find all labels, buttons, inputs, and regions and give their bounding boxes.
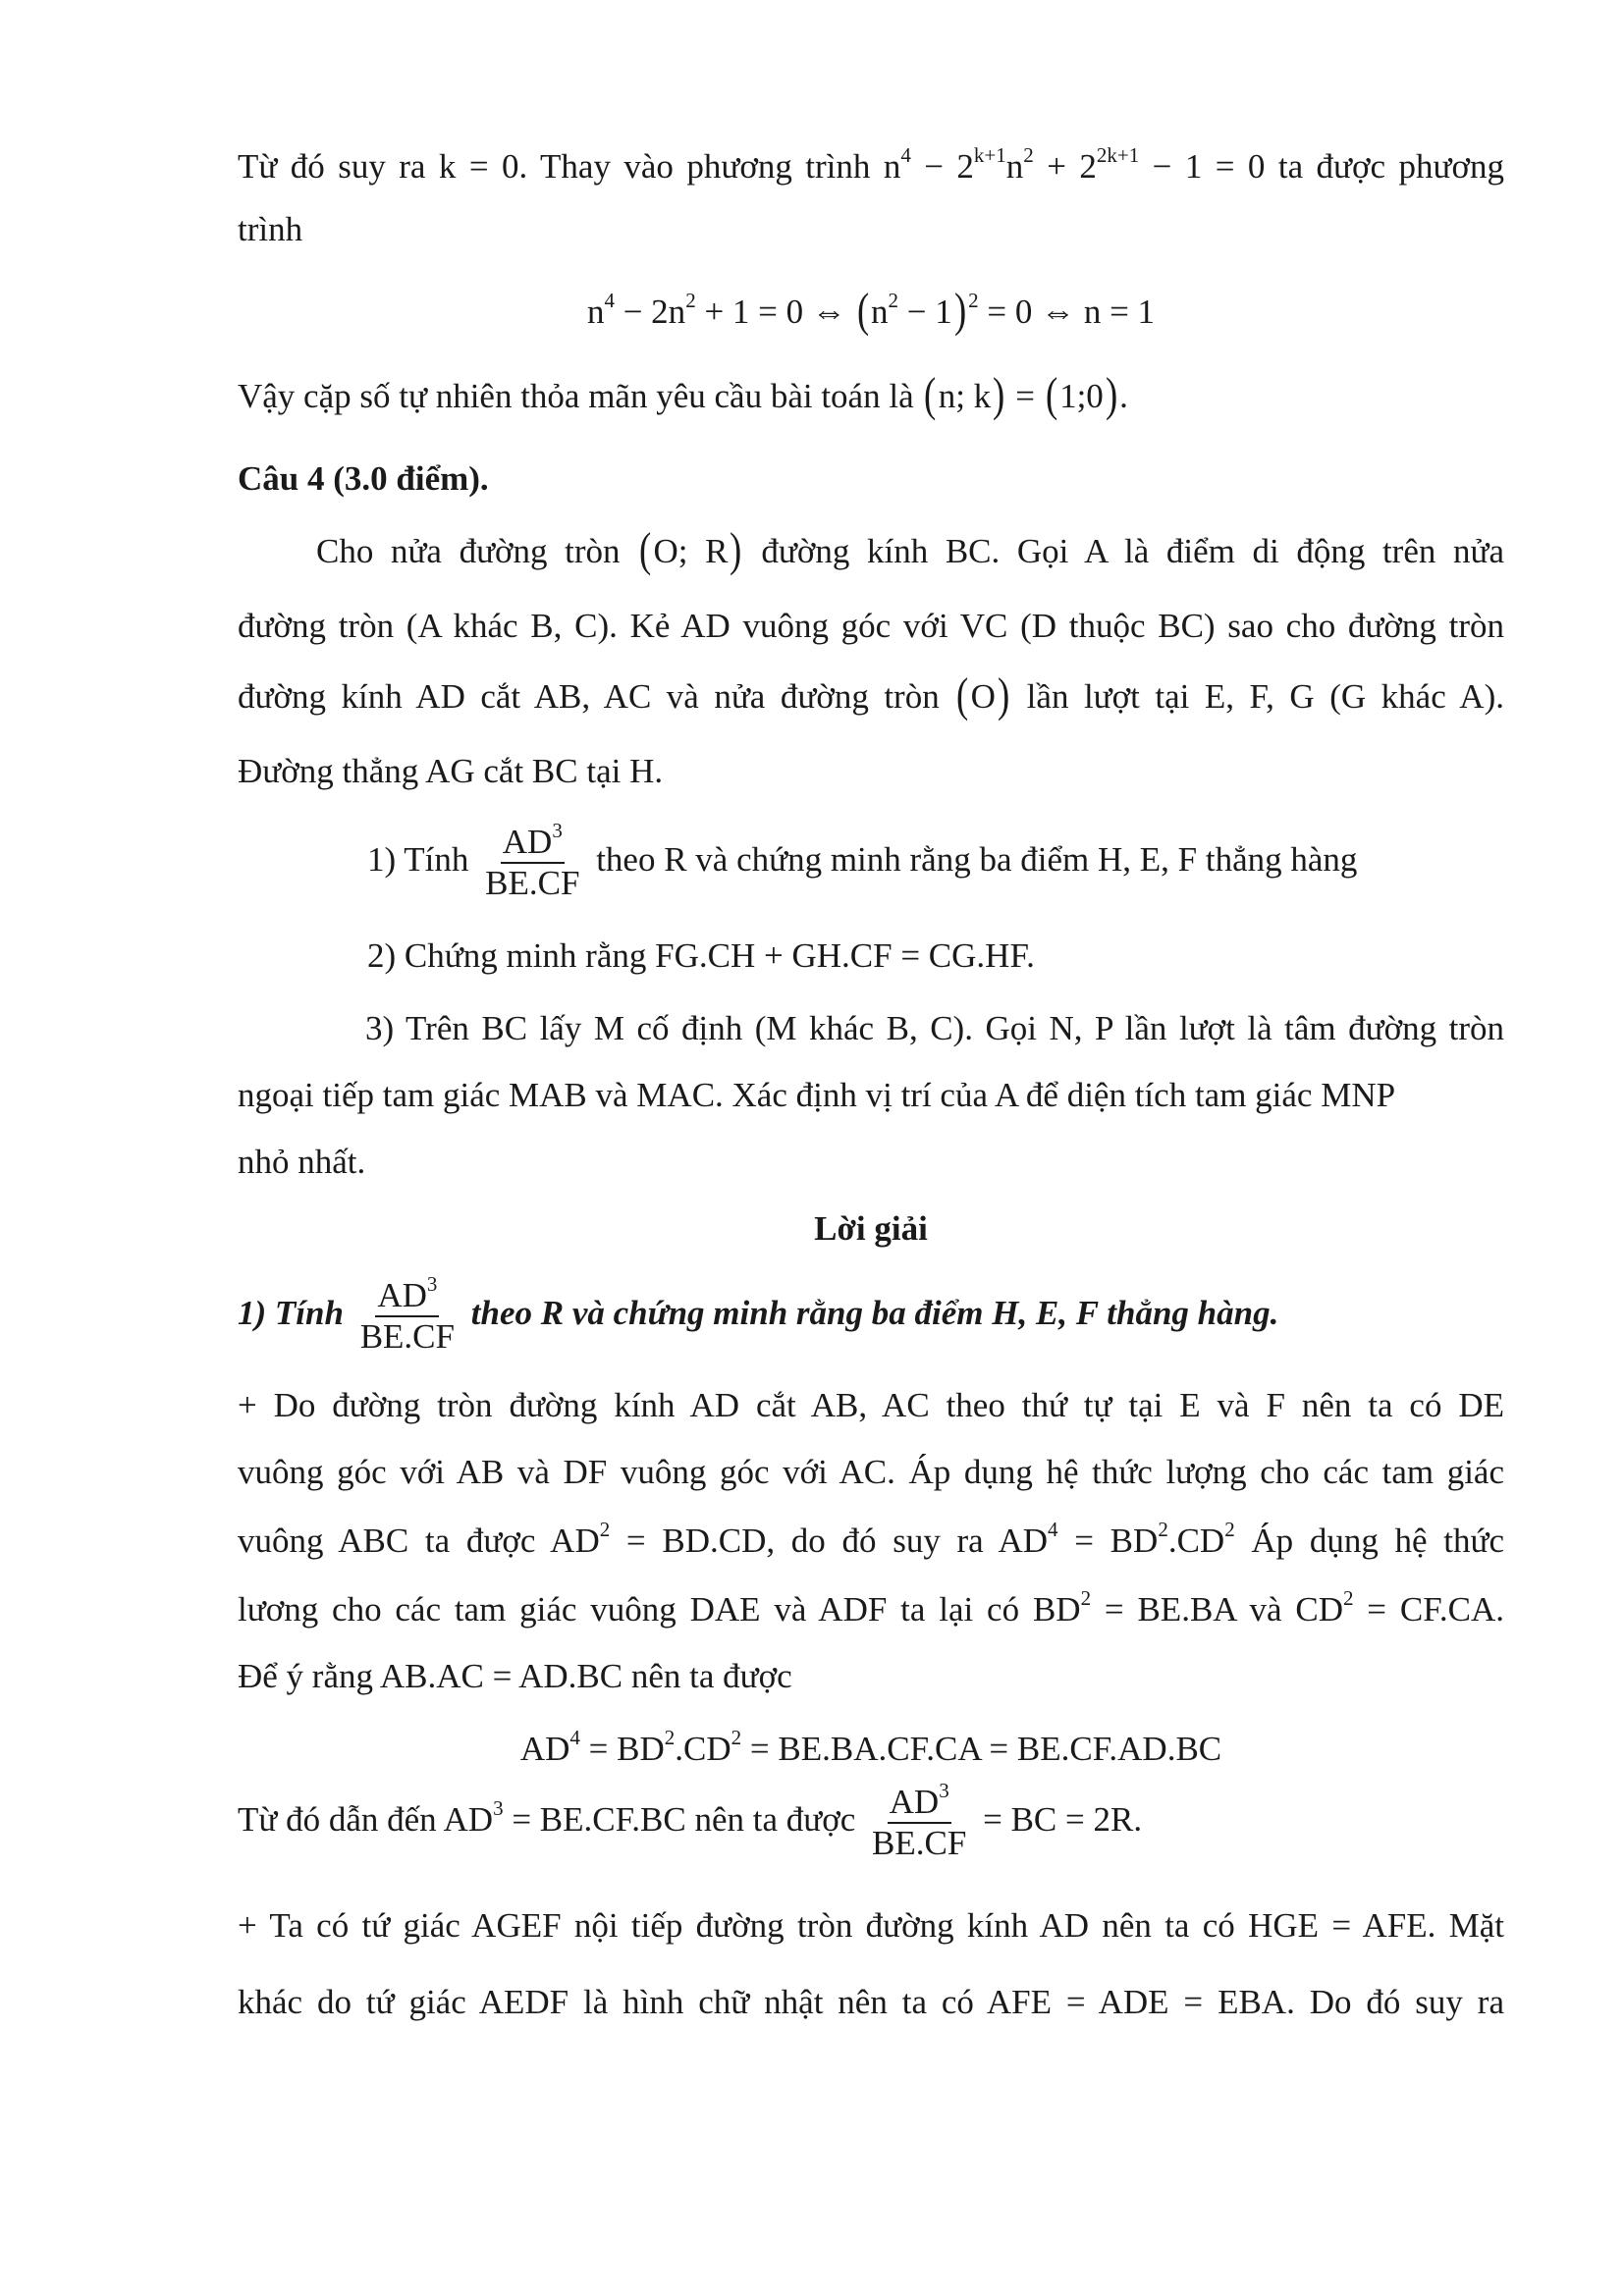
- solution-title: Lời giải: [814, 1209, 928, 1248]
- solution-line: Để ý rằng AB.AC = AD.BC nên ta được: [238, 1657, 792, 1695]
- paragraph-line: Từ đó suy ra k = 0. Thay vào phương trình $n^4 - 2^{k+1}n^2 + 2^{2k+1} - 1 = 0$ ta được phương: [238, 143, 1504, 186]
- fraction: $\frac{AD^3}{BE.CF}$: [872, 1779, 967, 1862]
- equation: $n^4 - 2n^2 + 1 = 0$ ⇔ $(n^2 - 1)^2 = 0$ ⇔ n = 1: [586, 283, 1156, 337]
- problem-line: đường kính AD cắt AB, AC và nửa đường tròn (O) lần lượt tại E, F, G (G khác A).: [238, 667, 1504, 721]
- fraction: $\frac{AD^3}{BE.CF}$: [485, 819, 580, 902]
- paragraph-line: Vậy cặp số tự nhiên thỏa mãn yêu cầu bài toán là (n; k) = (1;0).: [238, 367, 1128, 421]
- problem-item-3-line: nhỏ nhất.: [238, 1143, 366, 1181]
- problem-line: Đường thẳng AG cắt BC tại H.: [238, 752, 664, 790]
- problem-item-3: 3) Trên BC lấy M cố định (M khác B, C). Gọi N, P lần lượt là tâm đường tròn: [365, 1009, 1504, 1047]
- solution-line: khác do tứ giác AEDF là hình chữ nhật nên ta có AFE = ADE = EBA. Do đó suy ra: [238, 1983, 1504, 2021]
- math-expression: $n^4 - 2^{k+1}n^2 + 2^{2k+1} - 1 = 0$: [883, 143, 1266, 186]
- math-expression: k = 0: [438, 147, 519, 186]
- problem-line: Cho nửa đường tròn (O; R) đường kính BC. Gọi A là điểm di động trên nửa: [316, 522, 1504, 576]
- problem-item-3-line: ngoại tiếp tam giác MAB và MAC. Xác định vị trí của A để diện tích tam giác MNP: [238, 1076, 1396, 1114]
- equation: $AD^4 = BD^2.CD^2 = BE.BA.CF.CA = BE.CF.AD.BC$: [519, 1726, 1222, 1768]
- solution-line: Từ đó dẫn đến $AD^3 = BE.CF.BC$ nên ta được $\frac{AD^3}{BE.CF}$ = BC = 2R.: [238, 1779, 1143, 1862]
- problem-line: đường tròn (A khác B, C). Kẻ AD vuông góc với VC (D thuộc BC) sao cho đường tròn: [238, 607, 1504, 645]
- solution-line: vuông ABC ta được $AD^2 = BD.CD$, do đó suy ra $AD^4 = BD^2.CD^2$ Áp dụng hệ thức: [238, 1518, 1505, 1560]
- fraction: $\frac{AD^3}{BE.CF}$: [359, 1272, 455, 1356]
- problem-item-1: 1) Tính $\frac{AD^3}{BE.CF}$ theo R và chứng minh rằng ba điểm H, E, F thẳng hàng: [367, 819, 1358, 902]
- question-heading: Câu 4 (3.0 điểm).: [238, 459, 489, 498]
- problem-item-2: 2) Chứng minh rằng FG.CH + GH.CF = CG.HF.: [367, 936, 1035, 975]
- solution-line: + Do đường tròn đường kính AD cắt AB, AC theo thứ tự tại E và F nên ta có DE: [238, 1386, 1504, 1424]
- solution-line: + Ta có tứ giác AGEF nội tiếp đường tròn đường kính AD nên ta có HGE = AFE. Mặt: [238, 1906, 1505, 1945]
- paragraph-line: trình: [238, 210, 303, 248]
- solution-line: vuông góc với AB và DF vuông góc với AC. Áp dụng hệ thức lượng cho các tam giác: [238, 1453, 1504, 1491]
- solution-subheading: 1) Tính $\frac{AD^3}{BE.CF}$ theo R và chứng minh rằng ba điểm H, E, F thẳng hàng.: [238, 1272, 1279, 1356]
- solution-line: lương cho các tam giác vuông DAE và ADF ta lại có $BD^2 = BE.BA$ và $CD^2 = CF.CA$.: [238, 1586, 1504, 1629]
